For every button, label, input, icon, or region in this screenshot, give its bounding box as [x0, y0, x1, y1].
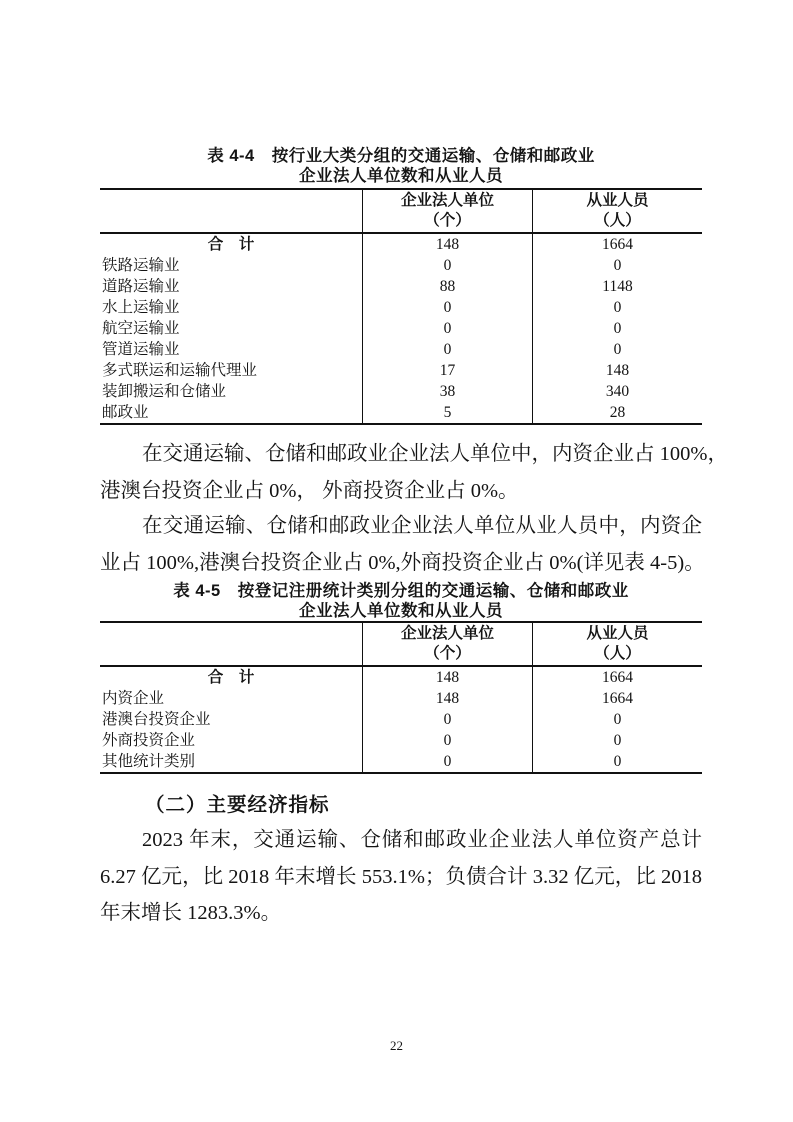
header-units-line2: （个） [424, 645, 471, 662]
persons-cell: 1664 [532, 688, 702, 709]
units-cell: 0 [362, 709, 532, 730]
table-row [100, 402, 702, 423]
persons-cell: 1664 [532, 234, 702, 255]
header-empty-cell [100, 623, 362, 665]
persons-cell: 0 [532, 751, 702, 772]
table-4-5-caption-line2: 企业法人单位数和从业人员 [299, 602, 503, 620]
row-label-cell: 其他统计类别 [102, 753, 196, 770]
table-row [100, 360, 702, 381]
persons-cell: 0 [532, 339, 702, 360]
header-persons-line2: （人） [594, 212, 641, 229]
persons-cell: 340 [532, 381, 702, 402]
table-4-5 [100, 621, 702, 774]
row-label-cell: 合 计 [207, 669, 255, 686]
paragraph-ownership-units [100, 437, 728, 510]
header-empty-cell [100, 190, 362, 232]
units-cell: 148 [362, 234, 532, 255]
row-label-cell: 邮政业 [102, 404, 149, 421]
persons-cell: 1148 [532, 276, 702, 297]
persons-cell: 1664 [532, 667, 702, 688]
persons-cell: 0 [532, 318, 702, 339]
row-label-cell: 合 计 [207, 236, 255, 253]
table-row [100, 339, 702, 360]
row-label-cell: 装卸搬运和仓储业 [102, 383, 227, 400]
row-label-cell: 水上运输业 [102, 299, 180, 316]
row-label-cell: 道路运输业 [102, 278, 180, 295]
header-persons-cell [532, 623, 702, 665]
paragraph-line: 在交通运输、仓储和邮政业企业法人单位中，内资企业占 100%， [142, 443, 728, 465]
units-cell: 0 [362, 255, 532, 276]
row-label-cell: 多式联运和运输代理业 [102, 362, 258, 379]
paragraph-line: 6.27 亿元，比 2018 年末增长 553.1%；负债合计 3.32 亿元，比 2018 [100, 865, 702, 888]
paragraph-line: 业占 100%,港澳台投资企业占 0%,外商投资企业占 0%(详见表 4-5)。 [100, 551, 705, 574]
units-cell: 148 [362, 667, 532, 688]
section-heading-economic-indicators: （二）主要经济指标 [145, 794, 330, 816]
header-units-line1: 企业法人单位 [400, 192, 494, 209]
units-cell: 0 [362, 751, 532, 772]
table-row [100, 318, 702, 339]
header-persons-line2: （人） [594, 645, 641, 662]
row-label-cell: 港澳台投资企业 [102, 711, 211, 728]
table-row [100, 751, 702, 772]
row-label-cell: 外商投资企业 [102, 732, 196, 749]
persons-cell: 0 [532, 255, 702, 276]
units-cell: 5 [362, 402, 532, 423]
page-number: 22 [390, 1038, 403, 1053]
header-persons-line1: 从业人员 [586, 192, 649, 209]
table-row [100, 276, 702, 297]
units-cell: 17 [362, 360, 532, 381]
persons-cell: 0 [532, 709, 702, 730]
header-persons-line1: 从业人员 [586, 625, 649, 642]
units-cell: 0 [362, 318, 532, 339]
paragraph-line: 2023 年末，交通运输、仓储和邮政业企业法人单位资产总计 [142, 829, 702, 851]
persons-cell: 0 [532, 730, 702, 751]
persons-cell: 148 [532, 360, 702, 381]
row-label-cell: 铁路运输业 [102, 257, 180, 274]
persons-cell: 0 [532, 297, 702, 318]
header-units-line2: （个） [424, 212, 471, 229]
table-4-5-header-row [100, 623, 702, 667]
header-units-cell [362, 190, 532, 232]
table-4-5-caption-line1: 表 4-5 按登记注册统计类别分组的交通运输、仓储和邮政业 [173, 582, 629, 600]
row-label-cell: 内资企业 [102, 690, 165, 707]
header-units-line1: 企业法人单位 [400, 625, 494, 642]
table-row-total [100, 667, 702, 688]
table-4-4-caption-line1: 表 4-4 按行业大类分组的交通运输、仓储和邮政业 [207, 147, 595, 165]
row-label-cell: 航空运输业 [102, 320, 180, 337]
units-cell: 148 [362, 688, 532, 709]
table-row [100, 297, 702, 318]
table-row-total [100, 234, 702, 255]
table-row [100, 381, 702, 402]
table-row [100, 255, 702, 276]
paragraph-ownership-persons [100, 509, 705, 582]
header-persons-cell [532, 190, 702, 232]
units-cell: 88 [362, 276, 532, 297]
units-cell: 0 [362, 297, 532, 318]
units-cell: 0 [362, 730, 532, 751]
paragraph-economic-indicators [100, 823, 702, 933]
units-cell: 0 [362, 339, 532, 360]
table-row [100, 730, 702, 751]
paragraph-line: 在交通运输、仓储和邮政业企业法人单位从业人员中，内资企 [142, 515, 702, 537]
paragraph-line: 年末增长 1283.3%。 [100, 902, 282, 924]
table-row [100, 709, 702, 730]
paragraph-line: 港澳台投资企业占 0%， 外商投资企业占 0%。 [100, 479, 519, 502]
units-cell: 38 [362, 381, 532, 402]
table-row [100, 688, 702, 709]
table-4-4-caption-line2: 企业法人单位数和从业人员 [299, 167, 503, 185]
row-label-cell: 管道运输业 [102, 341, 180, 358]
persons-cell: 28 [532, 402, 702, 423]
table-4-4-header-row [100, 190, 702, 234]
table-4-4 [100, 188, 702, 425]
header-units-cell [362, 623, 532, 665]
